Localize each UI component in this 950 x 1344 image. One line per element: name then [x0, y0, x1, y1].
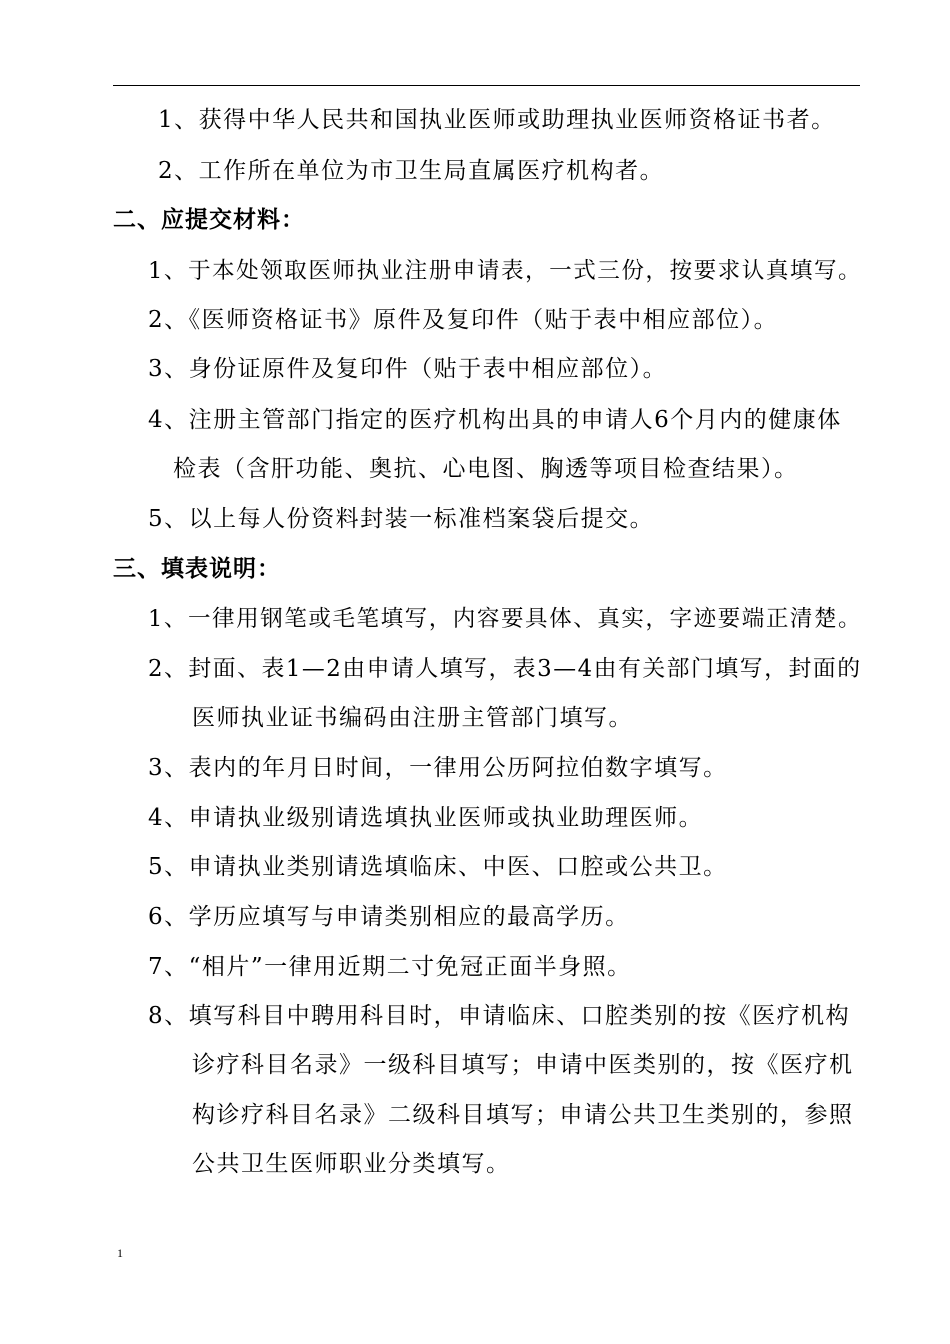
section3-line-5: 4、申请执业级别请选填执业医师或执业助理医师。: [148, 805, 704, 831]
section2-line-5: 检表（含肝功能、奥抗、心电图、胸透等项目检查结果）。: [173, 456, 799, 482]
section3-line-11: 构诊疗科目名录》二级科目填写；申请公共卫生类别的，参照: [192, 1102, 854, 1128]
section1-item-2: 2、工作所在单位为市卫生局直属医疗机构者。: [158, 158, 665, 184]
section2-line-1: 1、于本处领取医师执业注册申请表，一式三份，按要求认真填写。: [148, 258, 863, 284]
section3-line-9: 8、填写科目中聘用科目时，申请临床、口腔类别的按《医疗机构: [148, 1003, 851, 1029]
section3-line-12: 公共卫生医师职业分类填写。: [192, 1151, 511, 1177]
section1-item-1: 1、获得中华人民共和国执业医师或助理执业医师资格证书者。: [158, 107, 836, 133]
header-rule: [113, 85, 860, 86]
page-number: 1: [117, 1246, 123, 1260]
section2-line-6: 5、以上每人份资料封装一标准档案袋后提交。: [148, 506, 655, 532]
section3-line-7: 6、学历应填写与申请类别相应的最高学历。: [148, 904, 630, 930]
section2-line-2: 2、《医师资格证书》原件及复印件（贴于表中相应部位）。: [148, 307, 779, 333]
section3-line-10: 诊疗科目名录》一级科目填写；申请中医类别的，按《医疗机: [192, 1052, 854, 1078]
section3-line-3: 医师执业证书编码由注册主管部门填写。: [192, 705, 633, 731]
section3-line-6: 5、申请执业类别请选填临床、中医、口腔或公共卫。: [148, 854, 728, 880]
section3-line-2: 2、封面、表1—2由申请人填写，表3—4由有关部门填写，封面的: [148, 656, 862, 682]
section2-heading: 二、应提交材料：: [113, 207, 305, 233]
section3-line-8: 7、“相片”一律用近期二寸免冠正面半身照。: [148, 954, 632, 980]
section3-line-1: 1、一律用钢笔或毛笔填写，内容要具体、真实，字迹要端正清楚。: [148, 606, 863, 632]
section2-line-4: 4、注册主管部门指定的医疗机构出具的申请人6个月内的健康体: [148, 407, 842, 433]
section3-heading: 三、填表说明：: [113, 556, 281, 582]
section3-line-4: 3、表内的年月日时间，一律用公历阿拉伯数字填写。: [148, 755, 728, 781]
section2-line-3: 3、身份证原件及复印件（贴于表中相应部位）。: [148, 356, 668, 382]
